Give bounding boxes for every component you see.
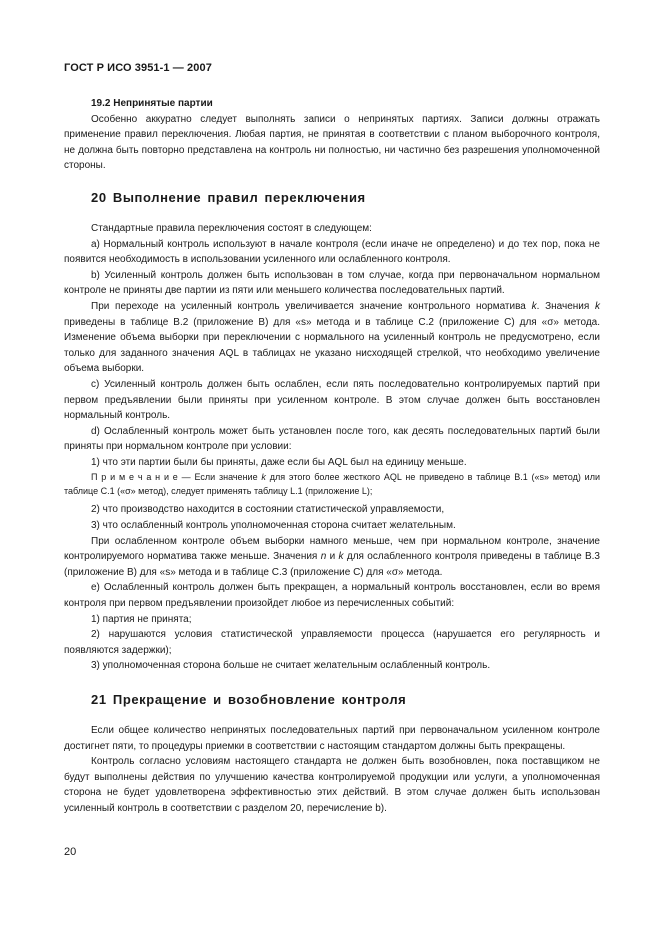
k-symbol: k	[261, 472, 266, 483]
text-fragment: При ослабленном контроле объем выборки намного меньше, чем при нормальном контроле, значение контролируемого норматива также меньше. Значения	[64, 535, 600, 563]
text-fragment: При переходе на усиленный контроль увеличивается значение контрольного норматива	[91, 300, 532, 312]
rule-d-condition-2: 2) что производство находится в состоянии статистической управляемости,	[91, 504, 445, 516]
section-19-2-title: 19.2 Непринятые партии	[91, 98, 213, 109]
section-19-2-paragraph: Особенно аккуратно следует выполнять записи о непринятых партиях. Записи должны отражать применение правил переключения. Любая партия, не принятая в соответствии с планом выборочного контроля, не должна быть повторно представлена на контроль ни полностью, ни частично без разрешения уполномоченной стороны.	[64, 113, 600, 172]
section-21-paragraph-1: Если общее количество непринятых последовательных партий при первоначальном усиленном контроле достигнет пяти, то процедуры приемки в соответствии с настоящим стандартом должны быть прекращены.	[64, 725, 600, 752]
page-content	[64, 96, 600, 817]
rule-b-details	[64, 299, 600, 377]
rule-e-event-3: 3) уполномоченная сторона больше не считает желательным ослабленный контроль.	[91, 660, 491, 672]
note	[64, 471, 600, 498]
rule-c: c) Усиленный контроль должен быть ослаблен, если пять последовательно контролируемых партий при первом предъявлении были приняты при усиленном контроле. В этом случае должен быть восстановлен нормальный контроль.	[64, 378, 600, 422]
rule-d-reduced-details	[64, 534, 600, 581]
section-20-title: 20 Выполнение правил переключения	[91, 189, 366, 205]
text-fragment: . Значения	[536, 300, 595, 312]
note-label: П р и м е ч а н и е	[91, 472, 178, 483]
rule-e-event-2: 2) нарушаются условия статистической управляемости процесса (нарушается его регулярность и появляются задержки);	[64, 629, 600, 656]
n-symbol: n	[320, 551, 327, 563]
text-fragment: для этого более жесткого AQL не приведено в таблице B.1 («s» метод) или таблице C.1 («σ» метод), следует применять таблицу L.1 (приложение L);	[64, 472, 600, 496]
rule-e-event-1: 1) партия не принята;	[91, 613, 192, 625]
k-symbol: k	[531, 300, 537, 312]
section-21-title: 21 Прекращение и возобновление контроля	[91, 692, 407, 707]
rule-d-condition-1: 1) что эти партии были бы приняты, даже если бы AQL был на единицу меньше.	[91, 456, 467, 468]
document-header: ГОСТ Р ИСО 3951-1 — 2007	[64, 62, 212, 74]
text-fragment: для ослабленного контроля приведены в таблице B.3 (приложение B) для «s» метода и в таблице C.3 (приложение C) для «σ» метода.	[64, 551, 600, 578]
k-symbol: k	[595, 300, 600, 312]
rule-a: a) Нормальный контроль используют в начале контроля (если иначе не определено) и до тех пор, пока не появится необходимость в использовании усиленного или ослабленного контроля.	[64, 238, 600, 266]
k-symbol: k	[338, 551, 344, 563]
text-fragment: приведены в таблице B.2 (приложение B) для «s» метода и в таблице C.2 (приложение C) для «σ» метода. Изменение объема выборки при переключении с нормального на усиленный контроль не предусмотрено, если только для заданного значения AQL в таблицах не указано нисходящей стрелкой, что необходимо увеличение объема выборки.	[64, 316, 600, 375]
text-fragment: и	[326, 551, 339, 563]
section-21-paragraph-2: Контроль согласно условиям настоящего стандарта не должен быть возобновлен, пока поставщиком не будут выполнены действия по улучшению качества контролируемой продукции или услуги, а уполномоченная сторона не будет удовлетворена эффективностью этих действий. В этом случае должен быть использован усиленный контроль в соответствии с разделом 20, перечисление b).	[64, 756, 600, 814]
rule-d: d) Ослабленный контроль может быть установлен после того, как десять последовательных партий были приняты при нормальном контроле при условии:	[64, 425, 600, 453]
page-number: 20	[64, 846, 77, 858]
rule-e: e) Ослабленный контроль должен быть прекращен, а нормальный контроль восстановлен, если во время контроля при первом предъявлении произойдет любое из перечисленных событий:	[64, 582, 600, 610]
rule-d-condition-3: 3) что ослабленный контроль уполномоченная сторона считает желательным.	[91, 520, 456, 532]
rule-b: b) Усиленный контроль должен быть использован в том случае, когда при первоначальном нормальном контроле не приняты две партии из пяти или меньшего количества последовательных партий.	[64, 269, 600, 297]
text-fragment: — Если значение	[177, 472, 262, 483]
section-20-intro: Стандартные правила переключения состоят в следующем:	[91, 222, 372, 234]
